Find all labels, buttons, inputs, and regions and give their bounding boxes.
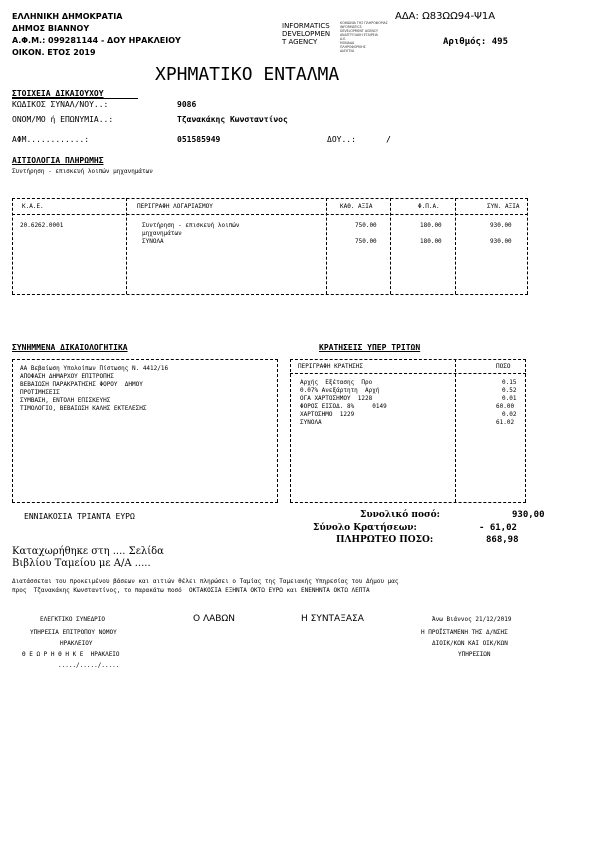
- withholdings-total-value: - 61,02: [479, 523, 517, 533]
- list-item: ΒΕΒΑΙΩΣΗ ΠΑΡΑΚΡΑΤΗΣΗΣ ΦΟΡΟΥ ΔΗΜΟΥ: [20, 381, 143, 388]
- table-top-border: [12, 198, 528, 199]
- justification-section-title: ΑΙΤΙΟΛΟΓΙΑ ΠΛΗΡΩΜΗΣ: [12, 156, 104, 165]
- cell-description: Συντήρηση - επισκευή λοιπών: [142, 222, 240, 229]
- withholdings-header-desc: ΠΕΡΙΓΡΑΦΗ ΚΡΑΤΗΣΗΣ: [298, 363, 364, 370]
- org-line-2: ΔΗΜΟΣ ΒΙΑΝΝΟΥ: [12, 24, 90, 33]
- table-col-border: [390, 198, 391, 294]
- ada-code: ΑΔΑ: Ω83ΩΩ94-Ψ1Α: [395, 11, 496, 22]
- withholding-amount: 61.02: [496, 419, 515, 426]
- withholdings-section-title: ΚΡΑΤΗΣΕΙΣ ΥΠΕΡ ΤΡΙΤΩΝ: [319, 343, 421, 352]
- col-header-vat: Φ.Π.Α.: [418, 203, 440, 210]
- col-header-total: ΣΥΝ. ΑΞΙΑ: [487, 203, 520, 210]
- cell-net: 750.00: [355, 238, 377, 245]
- signature-right-3: ΔΙΟΙΚ/ΚΩΝ ΚΑΙ ΟΙΚ/ΚΩΝ: [432, 640, 508, 647]
- registry-line-1: Καταχωρήθηκε στη .... Σελίδα: [12, 546, 164, 557]
- withholdings-box-left: [290, 359, 291, 502]
- logo-small-8: ΔΙΑΥΓΕΙΑ: [340, 49, 355, 53]
- signature-left-5: ...../...../.....: [58, 662, 120, 669]
- total-value: 930,00: [512, 510, 545, 520]
- supporting-box-top: [12, 359, 278, 360]
- withholdings-total-label: Σύνολο Κρατήσεων:: [313, 523, 417, 533]
- logo-small-1: ΚΟΙΝΩΝΙΑ ΤΗΣ ΠΛΗΡΟΦΟΡΙΑΣ: [340, 21, 388, 25]
- logo-text-2: DEVELOPMEN: [282, 30, 331, 38]
- withholding-desc: ΟΓΑ ΧΑΡΤΟΣΗΜΟΥ 1228: [300, 395, 373, 402]
- withholdings-box-top: [290, 359, 526, 360]
- justification-text: Συντήρηση - επισκευή λοιπών μηχανημάτων: [12, 168, 153, 175]
- table-bottom-border: [12, 294, 528, 295]
- withholdings-header-border: [290, 373, 526, 374]
- doy-value: /: [386, 135, 391, 144]
- withholding-amount: 0.52: [502, 387, 517, 394]
- cell-net: 750.00: [355, 222, 377, 229]
- org-line-1: ΕΛΛΗΝΙΚΗ ΔΗΜΟΚΡΑΤΙΑ: [12, 12, 123, 21]
- withholding-desc: Αρχής Εξέτασης Προ: [300, 379, 373, 386]
- signature-right-2: Η ΠΡΟΪΣΤΑΜΕΝΗ ΤΗΣ Δ/ΝΣΗΣ: [421, 629, 508, 636]
- cell-total: 930.00: [490, 238, 512, 245]
- signature-left-2: ΥΠΗΡΕΣΙΑ ΕΠΙΤΡΟΠΟΥ ΝΟΜΟΥ: [30, 629, 117, 636]
- order-text-line-1: Διατάσσεται του προκειμένου βάσεων και αιτιών θέλει πληρώσει ο Ταμίας της Ταμειακής Υπηρεσίας του Δήμου μας: [12, 578, 399, 585]
- withholding-desc: 0.07% Ανεξάρτητη Αρχή: [300, 387, 380, 394]
- signature-right-1: Άνω Βιάννος 21/12/2019: [432, 616, 512, 623]
- list-item: ΑΑ Βεβαίωση Υπολοίπων Πίστωσης Ν. 4412/16: [20, 365, 169, 372]
- withholdings-col-border: [455, 359, 456, 502]
- signature-left-4: Θ Ε Ω Ρ Η Θ Η Κ Ε ΗΡΑΚΛΕΙΟ: [22, 651, 120, 658]
- withholding-amount: 60.00: [496, 403, 515, 410]
- supporting-box-right: [277, 359, 278, 502]
- list-item: ΠΡΟΤΙΜΗΣΕΙΣ: [20, 389, 60, 396]
- order-text-line-2: προς Τζανακάκης Κωνσταντίνος, το παρακάτω ποσό ΟΚΤΑΚΟΣΙΑ ΕΞΗΝΤΑ ΟΚΤΩ ΕΥΡΩ και ΕΝΕΝΗΝΤΑ ΟΚΤΩ ΛΕΠΤΑ: [12, 587, 370, 594]
- logo-small-7: ΠΛΗΡΟΦΟΡΙΚΗΣ: [340, 45, 366, 49]
- page-title: ΧΡΗΜΑΤΙΚΟ ΕΝΤΑΛΜΑ: [155, 64, 340, 85]
- withholding-desc: ΣΥΝΟΛΑ: [300, 419, 322, 426]
- afm-label: ΑΦΜ............:: [12, 135, 90, 144]
- signature-right-4: ΥΠΗΡΕΣΙΩΝ: [458, 651, 491, 658]
- document-number: Αριθμός: 495: [443, 37, 509, 47]
- afm-value: 051585949: [177, 135, 221, 144]
- beneficiary-underline: [12, 98, 138, 99]
- signature-compiler: Η ΣΥΝΤΑΞΑΣΑ: [301, 614, 364, 624]
- col-header-kae: Κ.Α.Ε.: [22, 203, 44, 210]
- doy-label: ΔΟΥ..:: [327, 135, 356, 144]
- amount-in-words: ΕΝΝΙΑΚΟΣΙΑ ΤΡΙΑΝΤΑ ΕΥΡΩ: [24, 512, 135, 521]
- table-col-border: [527, 198, 528, 294]
- name-label: ΟΝΟΜ/ΜΟ ή ΕΠΩΝΥΜΙΑ..:: [12, 115, 114, 124]
- cell-vat: 180.00: [420, 222, 442, 229]
- org-line-4: ΟΙΚΟΝ. ΕΤΟΣ 2019: [12, 48, 96, 57]
- supporting-section-title: ΣΥΝΗΜΜΕΝΑ ΔΙΚΑΙΟΛΟΓΗΤΙΚΑ: [12, 343, 128, 352]
- withholding-amount: 0.01: [502, 395, 517, 402]
- beneficiary-section-title: ΣΤΟΙΧΕΙΑ ΔΙΚΑΙΟΥΧΟΥ: [12, 89, 104, 98]
- col-header-net: ΚΑΘ. ΑΞΙΑ: [340, 203, 373, 210]
- logo-small-6: ΜΟΝΑΔΑ: [340, 41, 355, 45]
- cell-total: 930.00: [490, 222, 512, 229]
- cell-description: ΣΥΝΟΛΑ: [142, 238, 164, 245]
- payable-label: ΠΛΗΡΩΤΕΟ ΠΟΣΟ:: [336, 535, 434, 545]
- withholding-amount: 0.02: [502, 411, 517, 418]
- list-item: ΤΙΜΟΛΟΓΙΟ, ΒΕΒΑΙΩΣΗ ΚΑΛΗΣ ΕΚΤΕΛΕΣΗΣ: [20, 405, 147, 412]
- signature-left-3: ΗΡΑΚΛΕΙΟΥ: [60, 640, 93, 647]
- cell-kae: 20.6262.0001: [20, 222, 64, 229]
- table-col-border: [326, 198, 327, 294]
- withholding-desc: ΧΑΡΤΟΣΗΜΟ 1229: [300, 411, 355, 418]
- cell-description-cont: μηχανημάτων: [142, 230, 182, 237]
- list-item: ΑΠΟΦΑΣΗ ΔΗΜΑΡΧΟΥ ΕΠΙΤΡΟΠΗΣ: [20, 373, 114, 380]
- list-item: ΣΥΜΒΑΣΗ, ΕΝΤΟΛΗ ΕΠΙΣΚΕΥΗΣ: [20, 397, 111, 404]
- supporting-box-bottom: [12, 502, 278, 503]
- cell-vat: 180.00: [420, 238, 442, 245]
- table-header-border: [12, 214, 528, 215]
- logo-small-3: DEVELOPMENT AGENCY: [340, 29, 378, 33]
- logo-text-3: T AGENCY: [282, 38, 318, 46]
- code-label: ΚΩΔΙΚΟΣ ΣΥΝΑΛ/ΝΟΥ..:: [12, 100, 109, 109]
- table-col-border: [455, 198, 456, 294]
- name-value: Τζανακάκης Κωνσταντίνος: [177, 115, 288, 124]
- withholding-desc: ΦΟΡΟΣ ΕΙΣΟΔ. 8% 0149: [300, 403, 387, 410]
- withholding-amount: 0.15: [502, 379, 517, 386]
- signature-receiver: Ο ΛΑΒΩΝ: [193, 614, 236, 624]
- signature-left-1: ΕΛΕΓΚΤΙΚΟ ΣΥΝΕΔΡΙΟ: [40, 616, 106, 623]
- code-value: 9086: [177, 100, 197, 109]
- table-col-border: [126, 198, 127, 294]
- org-line-3: Α.Φ.Μ.: 099281144 - ΔΟΥ ΗΡΑΚΛΕΙΟΥ: [12, 36, 181, 45]
- total-label: Συνολικό ποσό:: [360, 510, 440, 520]
- withholdings-header-amount: ΠΟΣΟ: [496, 363, 511, 370]
- table-col-border: [12, 198, 13, 294]
- withholdings-box-bottom: [290, 502, 526, 503]
- logo-small-4: ΑΝΑΠΤΥΞΙΑΚΗ ΕΤΑΙΡΕΙΑ: [340, 33, 378, 37]
- registry-line-2: Βιβλίου Ταμείου με Α/Α .....: [12, 558, 151, 569]
- col-header-description: ΠΕΡΙΓΡΑΦΗ ΛΟΓΑΡΙΑΣΜΟΥ: [137, 203, 213, 210]
- supporting-box-left: [12, 359, 13, 502]
- logo-small-5: Α.Ε.: [340, 37, 347, 41]
- withholdings-box-right: [525, 359, 526, 502]
- logo-text-1: INFORMATICS: [282, 22, 330, 30]
- logo-small-2: INFORMATICS: [340, 25, 362, 29]
- payable-value: 868,98: [486, 535, 519, 545]
